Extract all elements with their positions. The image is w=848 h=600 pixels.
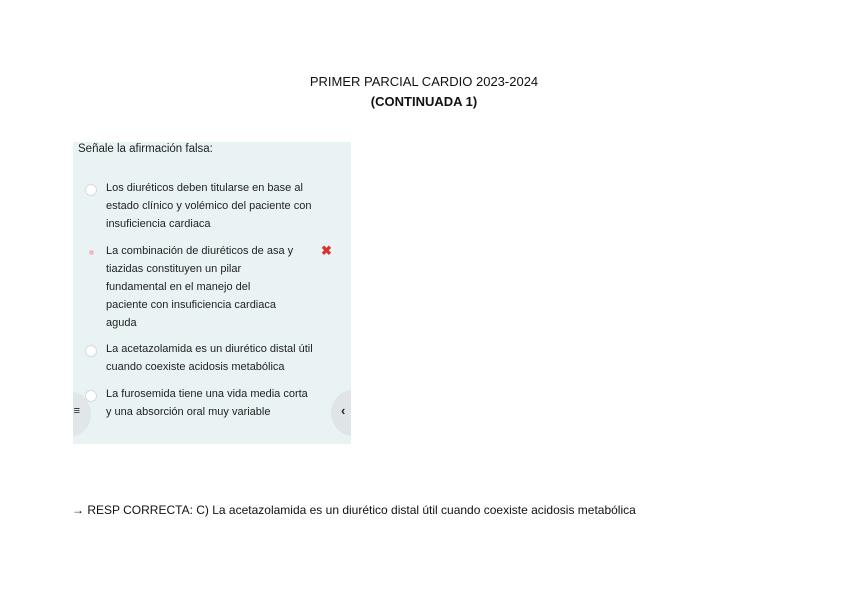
quiz-screenshot	[73, 142, 351, 444]
option-d-line-2: y una absorción oral muy variable	[106, 406, 271, 418]
option-a-line-1: Los diuréticos deben titularse en base al	[106, 182, 303, 194]
collapse-handle-button[interactable]	[331, 390, 351, 436]
radio-button-a[interactable]	[85, 184, 97, 196]
option-a-line-2: estado clínico y volémico del paciente con	[106, 200, 312, 212]
radio-button-c[interactable]	[85, 345, 97, 357]
option-c-line-1: La acetazolamida es un diurético distal útil	[106, 343, 313, 355]
incorrect-x-icon: ✖	[321, 243, 332, 258]
document-title: PRIMER PARCIAL CARDIO 2023-2024	[309, 74, 539, 89]
radio-button-b[interactable]	[88, 249, 95, 256]
option-b-line-2: tiazidas constituyen un pilar	[106, 263, 242, 275]
chevron-left-icon: ‹	[341, 403, 346, 418]
option-a-line-3: insuficiencia cardiaca	[106, 218, 211, 230]
option-c-line-2: cuando coexiste acidosis metabólica	[106, 361, 285, 373]
option-d-line-1: La furosemida tiene una vida media corta	[106, 388, 308, 400]
option-b-line-5: aguda	[106, 317, 137, 329]
question-prompt: Señale la afirmación falsa:	[78, 143, 213, 155]
option-b-line-3: fundamental en el manejo del	[106, 281, 251, 293]
correct-answer-line: → RESP CORRECTA: C) La acetazolamida es un diurético distal útil cuando coexiste acidosis metabólica	[72, 503, 636, 517]
menu-icon: ≡	[73, 405, 80, 417]
option-b-line-4: paciente con insuficiencia cardiaca	[106, 299, 276, 311]
option-b-line-1: La combinación de diuréticos de asa y	[106, 245, 294, 257]
document-subtitle: (CONTINUADA 1)	[370, 94, 478, 109]
